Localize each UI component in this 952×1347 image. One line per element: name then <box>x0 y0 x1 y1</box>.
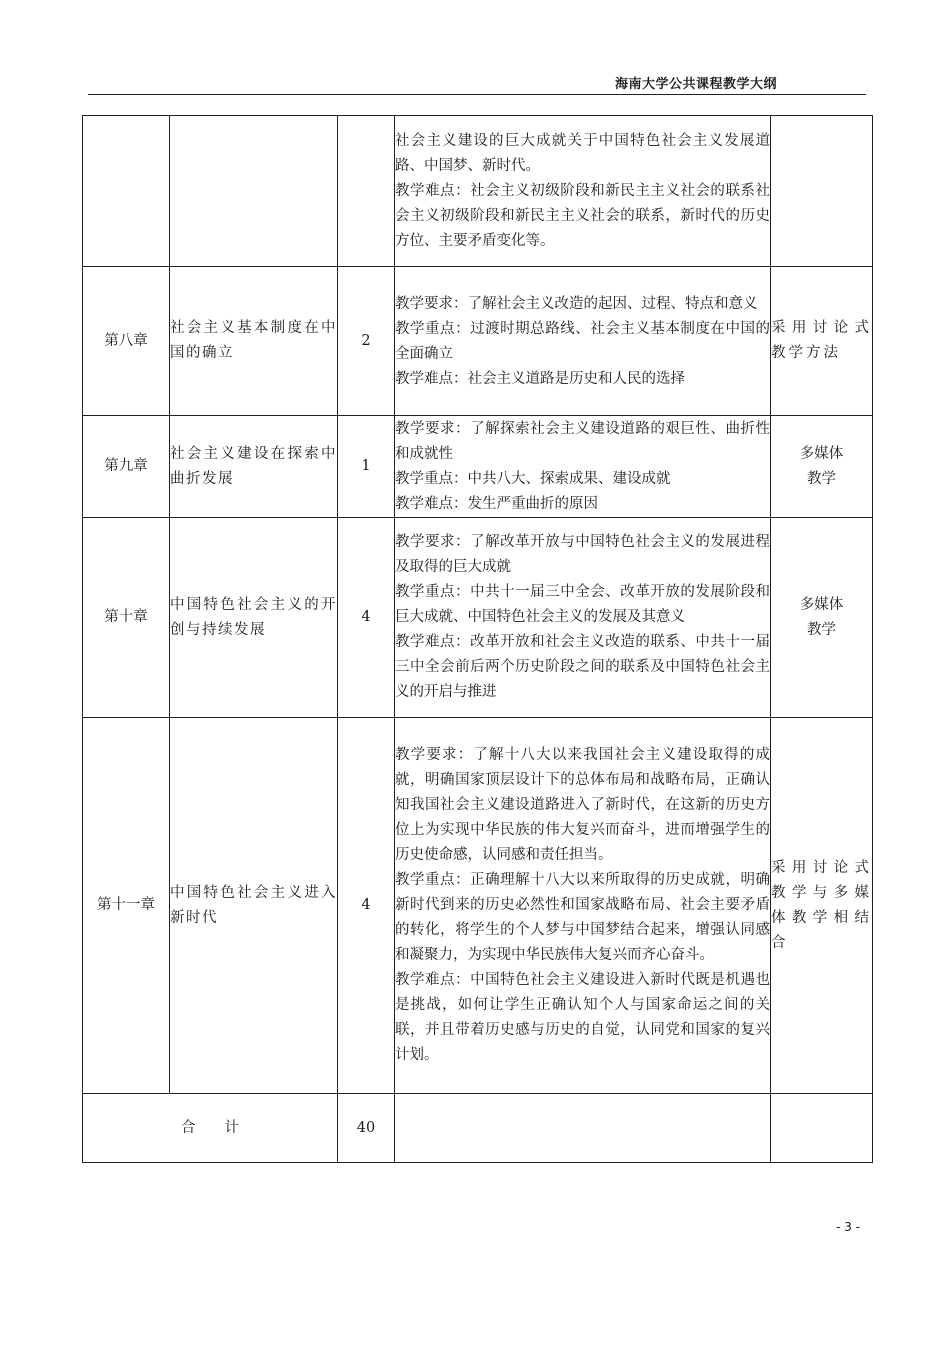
chapter-cell <box>83 116 170 267</box>
total-row <box>83 1094 873 1163</box>
chapter-cell: 第八章 <box>83 267 170 416</box>
content-paragraph: 教学要求：了解十八大以来我国社会主义建设取得的成就，明确国家顶层设计下的总体布局和战略布局，正确认知我国社会主义建设道路进入了新时代，在这新的历史方位上为实现中华民族的伟大复兴而奋斗，进而增强学生的历史使命感，认同感和责任担当。 <box>395 747 770 863</box>
page-number: - 3 - <box>836 1220 860 1234</box>
chapter-title-cell: 社会主义建设在探索中曲折发展 <box>170 416 338 518</box>
content-paragraph: 教学重点：中共八大、探索成果、建设成就 <box>395 470 671 487</box>
content-cell <box>395 416 771 518</box>
method-cell: 采用讨论式教学与多媒体教学相结合 <box>771 718 873 1094</box>
table-row <box>83 267 873 416</box>
content-paragraph: 教学难点：社会主义初级阶段和新民主主义社会的联系社会主义初级阶段和新民主主义社会的联系，新时代的历史方位、主要矛盾变化等。 <box>395 183 770 249</box>
hours-cell: 4 <box>338 718 395 1094</box>
method-text: 多媒体教学 <box>799 445 844 487</box>
hours-cell: 1 <box>338 416 395 518</box>
content-paragraph: 教学难点：社会主义道路是历史和人民的选择 <box>395 370 685 387</box>
content-paragraph: 教学重点：正确理解十八大以来所取得的历史成就，明确新时代到来的历史必然性和国家战略布局、社会主要矛盾的转化，将学生的个人梦与中国梦结合起来，增强认同感和凝聚力，为实现中华民族伟大复兴而齐心奋斗。 <box>395 872 770 963</box>
content-paragraph: 教学难点：发生严重曲折的原因 <box>395 495 598 512</box>
chapter-title-cell <box>170 116 338 267</box>
content-paragraph: 社会主义建设的巨大成就关于中国特色社会主义发展道路、中国梦、新时代。 <box>395 133 770 174</box>
method-cell <box>771 116 873 267</box>
content-paragraph: 教学重点：中共十一届三中全会、改革开放的发展阶段和巨大成就、中国特色社会主义的发展及其意义 <box>395 584 770 625</box>
method-cell: 采用讨论式教学方法 <box>771 267 873 416</box>
syllabus-table <box>82 115 873 1163</box>
header-divider <box>88 94 866 95</box>
chapter-cell: 第十一章 <box>83 718 170 1094</box>
content-cell <box>395 267 771 416</box>
content-paragraph: 教学难点：改革开放和社会主义改造的联系、中共十一届三中全会前后两个历史阶段之间的联系及中国特色社会主义的开启与推进 <box>395 634 770 700</box>
chapter-cell: 第十章 <box>83 518 170 718</box>
chapter-title-cell: 中国特色社会主义进入新时代 <box>170 718 338 1094</box>
table-row <box>83 416 873 518</box>
document-header-title: 海南大学公共课程教学大纲 <box>614 77 777 92</box>
hours-cell <box>338 116 395 267</box>
table-row <box>83 718 873 1094</box>
content-paragraph: 教学要求：了解改革开放与中国特色社会主义的发展进程及取得的巨大成就 <box>395 534 770 575</box>
chapter-title-cell: 社会主义基本制度在中国的确立 <box>170 267 338 416</box>
hours-cell: 2 <box>338 267 395 416</box>
hours-cell: 4 <box>338 518 395 718</box>
content-cell <box>395 718 771 1094</box>
total-method-cell <box>771 1094 873 1163</box>
table-row <box>83 518 873 718</box>
total-hours: 40 <box>338 1094 395 1163</box>
total-content-cell <box>395 1094 771 1163</box>
content-paragraph: 教学要求：了解探索社会主义建设道路的艰巨性、曲折性和成就性 <box>395 420 770 462</box>
method-text: 多媒体教学 <box>799 596 844 638</box>
total-label: 合 计 <box>83 1094 338 1163</box>
table-row <box>83 116 873 267</box>
chapter-cell: 第九章 <box>83 416 170 518</box>
content-cell <box>395 116 771 267</box>
method-cell <box>771 518 873 718</box>
method-cell <box>771 416 873 518</box>
content-cell <box>395 518 771 718</box>
chapter-title-cell: 中国特色社会主义的开创与持续发展 <box>170 518 338 718</box>
content-paragraph: 教学要求：了解社会主义改造的起因、过程、特点和意义 <box>395 295 758 312</box>
content-paragraph: 教学难点：中国特色社会主义建设进入新时代既是机遇也是挑战，如何让学生正确认知个人与国家命运之间的关联，并且带着历史感与历史的自觉，认同党和国家的复兴计划。 <box>395 972 770 1063</box>
content-paragraph: 教学重点：过渡时期总路线、社会主义基本制度在中国的全面确立 <box>395 320 770 362</box>
